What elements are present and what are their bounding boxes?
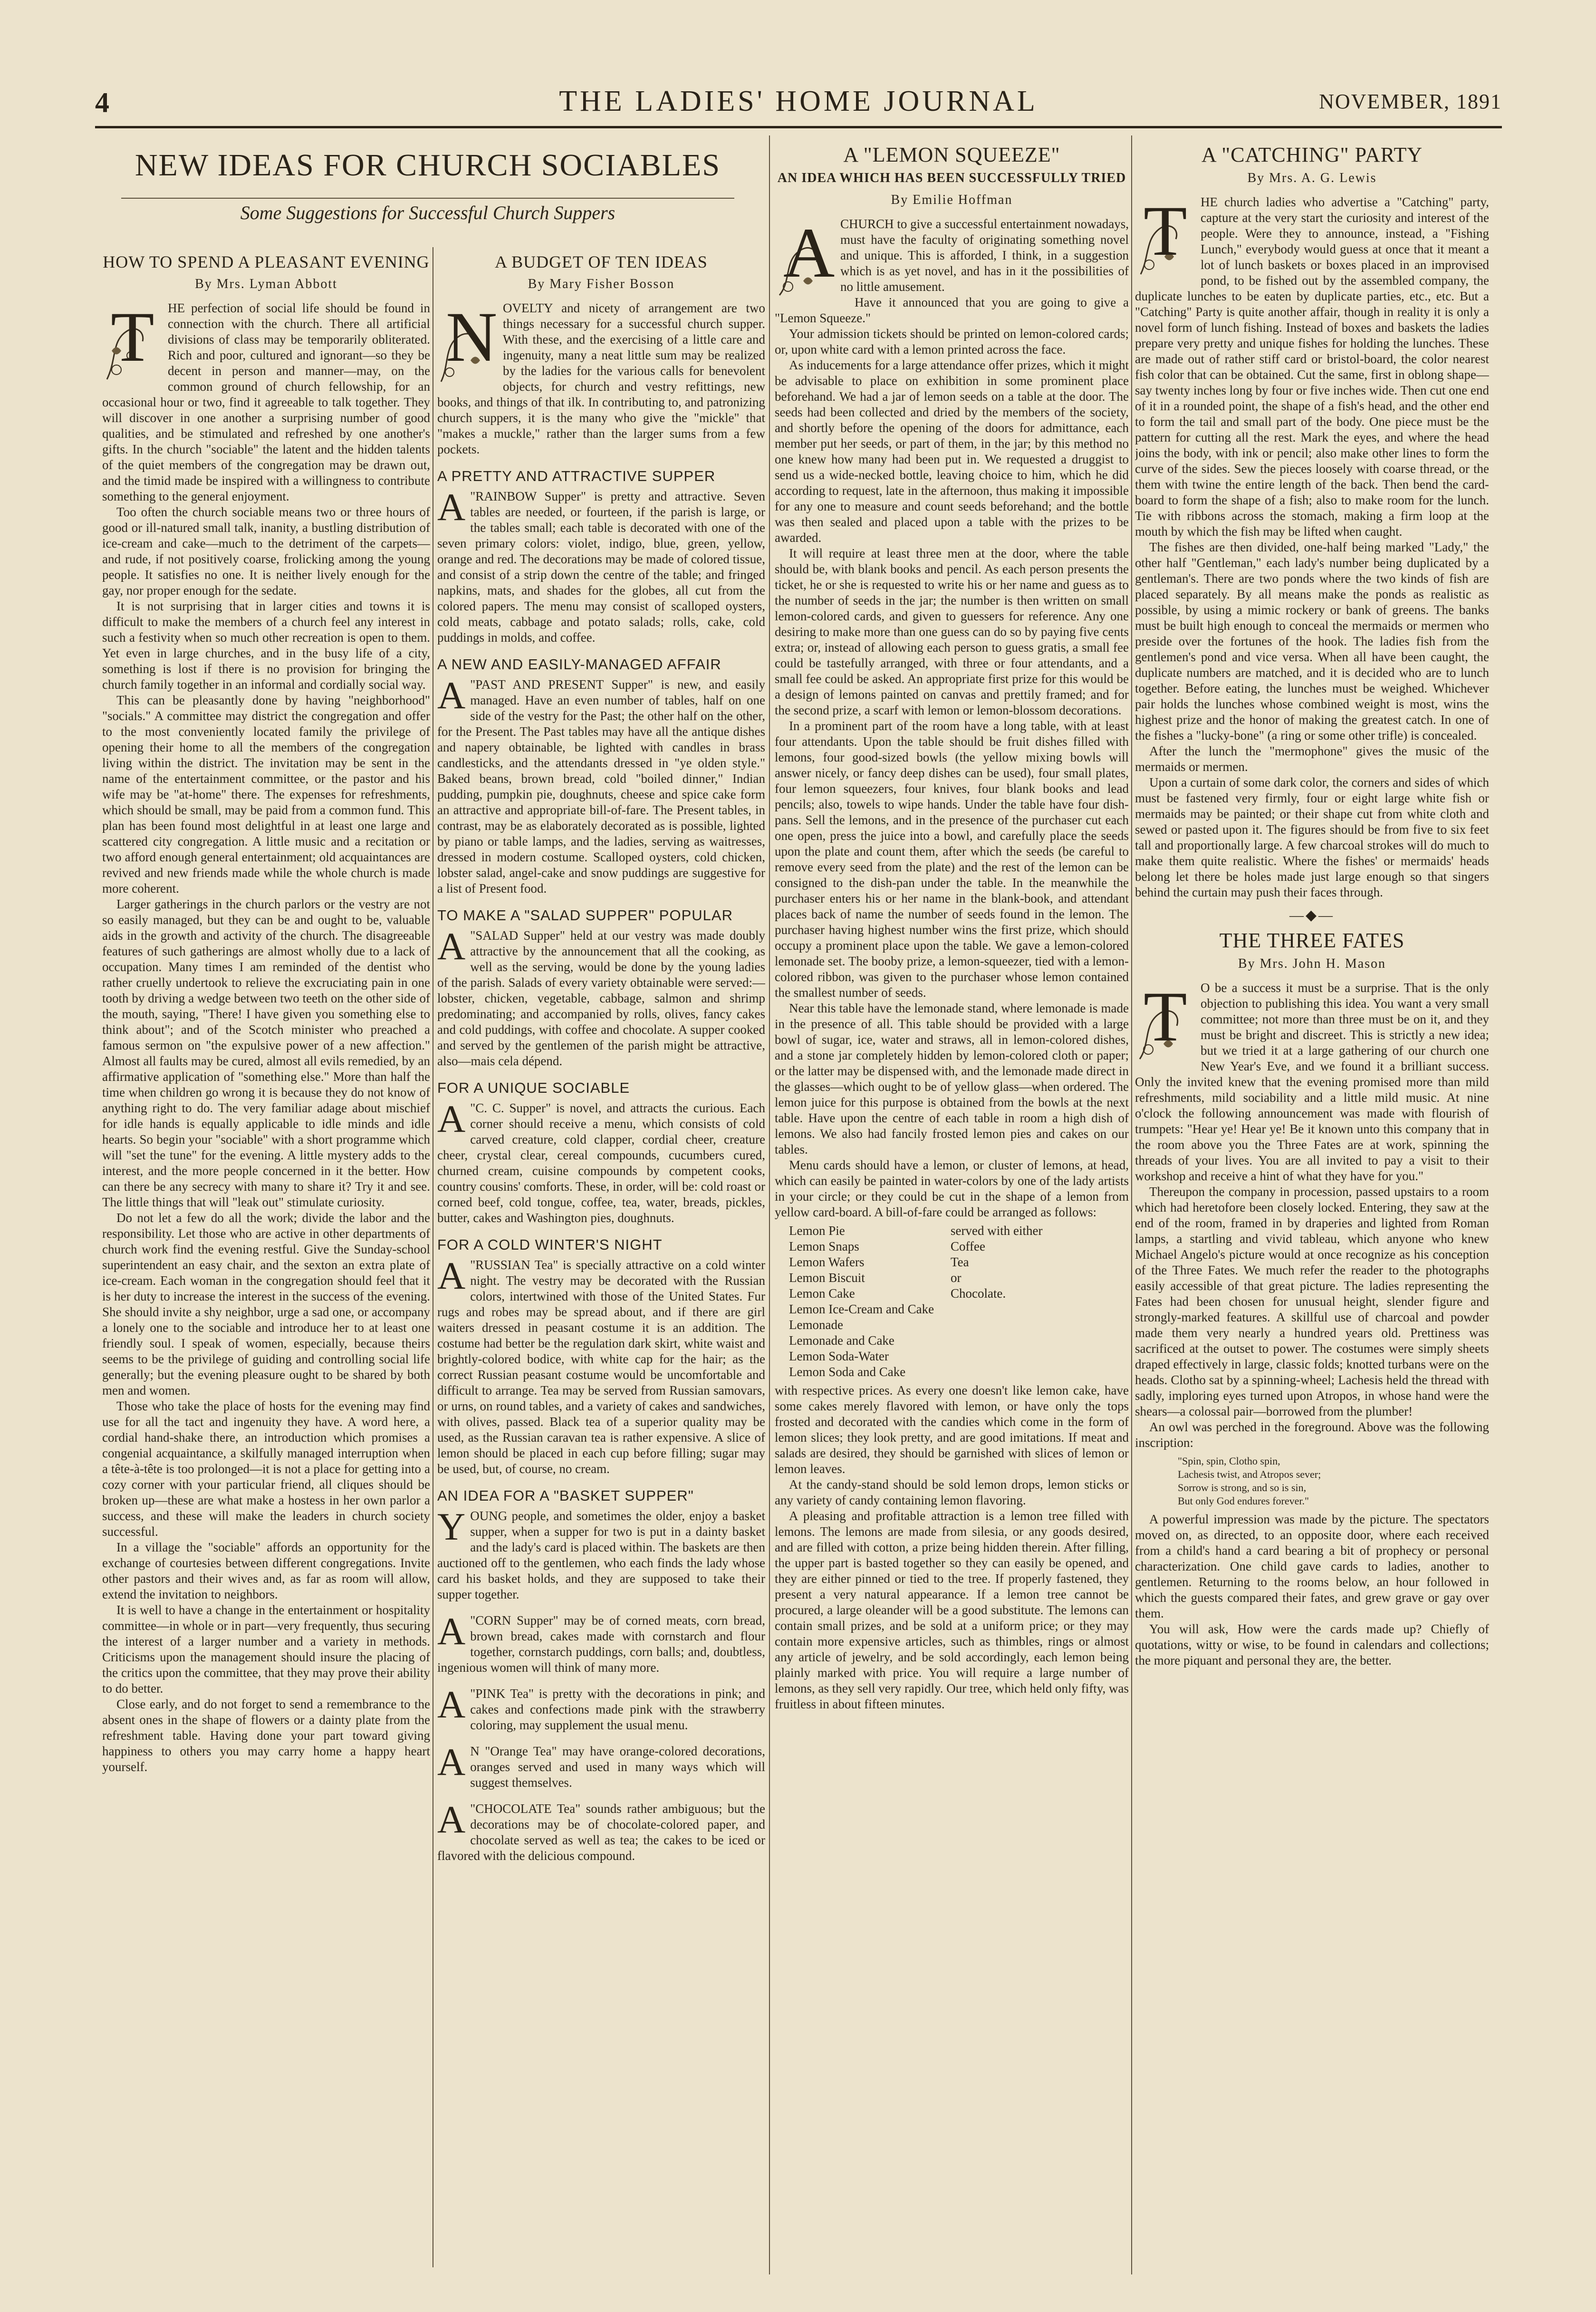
menu-row: Lemon Soda and Cake bbox=[789, 1365, 906, 1379]
heading-pleasant-evening: HOW TO SPEND A PLEASANT EVENING bbox=[103, 252, 430, 271]
paragraph: A pleasing and profitable attraction is a lemon tree filled with lemons. The lemons are made from silesia, or any goods desired, and are filled with cotton, a prize being hidden therein. After filling, the upper part is basted together so they can easily be opened, and they are either pinned or tied to the tree. If properly fastened, they present a very natural appearance. If a lemon tree cannot be procured, a large oleander will be a good substitute. The lemons can contain small prizes, and be sold at a uniform price; or they may contain more expensive articles, such as thimbles, rings or almost any article of jewelry, and be sold accordingly, each lemon being plainly marked with price. You will require a large number of lemons, as they sell very rapidly. Our tree, which held only fifty, was fruitless in about fifteen minutes. bbox=[775, 1509, 1129, 1711]
dropcap-t bbox=[1135, 192, 1192, 278]
subheading: TO MAKE A "SALAD SUPPER" POPULAR bbox=[437, 907, 733, 924]
menu-row: Lemonade bbox=[789, 1318, 843, 1332]
paragraph: You will ask, How were the cards made up? Chiefly of quotations, witty or wise, to be found in calendars and collections; the more piquant and personal they are, the better. bbox=[1135, 1622, 1489, 1667]
dropcap-a bbox=[775, 213, 835, 300]
subheading: A PRETTY AND ATTRACTIVE SUPPER bbox=[437, 468, 716, 484]
paragraph: This can be pleasantly done by having "neighborhood" "socials." A committee may district the congregation and offer to the most conveniently located family the privilege of opening their home to all the members of the congregation living within the district. The invitation may be sent in the name of the entertainment committee, or the pastor and his wife may be "at-home" there. The expenses for refreshments, which should be small, may be paid from a common fund. This plan has been found most delightful in at least one large and scattered city congregation. A little music and a recitation or two afford enough general entertainment; old acquaintances are revived and new friends made while the whole church is made more coherent. bbox=[102, 693, 430, 896]
paragraph: A "SALAD Supper" held at our vestry was made doubly attractive by the announcement that all the cooking, as well as the serving, would be done by the young ladies of the parish. Salads of every variety obtainable were served:—lobster, chicken, vegetable, cabbage, salmon and shrimp predominating; and accompanied by rolls, olives, fancy cakes and cold puddings, with coffee and chocolate. A supper cooked and served by the gentlemen of the parish might be attractive, also—mais cela dépend. bbox=[437, 925, 765, 1068]
byline-mason: By Mrs. John H. Mason bbox=[1238, 956, 1386, 971]
inscription-line: Lachesis twist, and Atropos sever; bbox=[1178, 1468, 1321, 1480]
paragraph: YOUNG people, and sometimes the older, enjoy a basket supper, when a supper for two is put in a dainty basket and the lady's card is placed within. The baskets are then auctioned off to the gentlemen, who each finds the lady whose card his basket holds, and they are supposed to take their supper together. bbox=[437, 1505, 765, 1601]
initial-a: A bbox=[437, 925, 466, 968]
paragraph: Thereupon the company in procession, passed upstairs to a room which had heretofore been closely locked. Entering, they saw at the end of the room, framed in by draperies and lighted from Roman lamps, a startling and vivid tableau, which anyone who knew Michael Angelo's picture would at once recognize as his conception of the Three Fates. We much refer the reader to the photographs easily accessible of that great picture. The ladies representing the Fates had been chosen for unusual height, slender figure and strongly-marked features. A skillful use of charcoal and powder made them very nearly a hundred years old. Prettiness was sacrificed at the outset to power. The costumes were simply sheets draped effectively in large, classic folds; knotted turbans were on the heads. Clotho sat by a spinning-wheel; Lachesis held the thread with sadly, imploring eyes turned upon Atropos, in whose hand were the shears—a colossal pair—borrowed from the plumber! bbox=[1135, 1185, 1489, 1418]
paragraph: Larger gatherings in the church parlors or the vestry are not so easily managed, but they can be and ought to be, valuable aids in the growth and activity of the church. The disagreeable features of such gatherings are almost wholly due to a lack of occupation. Many times I am reminded of the dentist who rather cruelly undertook to relieve the excruciating pain in one tooth by driving a wedge between two teeth on the other side of the mouth, saying, "There! I have given you something else to think about"; and of the Scotch minister who preached a famous sermon on "the expulsive power of a new affection." Almost all faults may be cured, almost all evils remedied, by an affirmative application of "something else." More than half the time when children go wrong it is because they do not know of anything right to do. The very familiar adage about mischief for idle hands is equally applicable to idle minds and idle hearts. So begin your "sociable" with a short programme which will "set the tune" for the evening. A little mystery adds to the interest, and the more people concerned in it the better. How can there be any secrecy with many to share it? Try it and see. The little things that will "leak out" stimulate curiosity. bbox=[102, 897, 430, 1209]
paragraph: A "PINK Tea" is pretty with the decorations in pink; and cakes and confections made pink with the strawberry coloring, may supplement the usual menu. bbox=[437, 1683, 765, 1732]
inscription-line: "Spin, spin, Clotho spin, bbox=[1178, 1455, 1280, 1467]
menu-row: Lemon Cake Chocolate. bbox=[789, 1286, 1006, 1300]
paragraph: with respective prices. As every one doesn't like lemon cake, have some cakes merely flavored with lemon, or have only the tops frosted and decorated with the candies which come in the form of lemon slices; they look pretty, and are good imitations. If meat and salads are desired, they should be garnished with slices of lemon or lemon leaves. bbox=[775, 1383, 1129, 1476]
dropcap-n bbox=[437, 298, 498, 384]
initial-a: A bbox=[437, 1740, 466, 1783]
issue-date: NOVEMBER, 1891 bbox=[1319, 90, 1502, 113]
column-ten-ideas bbox=[437, 247, 765, 1864]
paragraph: Your admission tickets should be printed on lemon-colored cards; or, upon white card with a lemon printed across the face. bbox=[775, 327, 1129, 356]
paragraph: Near this table have the lemonade stand, where lemonade is made in the presence of all. This table should be provided with a large bowl of sugar, ice, water and straws, all in lemon-colored dishes, and a stone jar completely hidden by lemon-colored cloth or paper; or the latter may be dispensed with, and the lemonade made direct in the glasses—which ought to be of yellow glass—when ordered. The lemon juice for this purpose is obtained from the bowls at the next table. Have upon the centre of each table in room a high dish of lemons. We also had fancily frosted lemon pies and cakes on our tables. bbox=[775, 1001, 1129, 1156]
paragraph: Close early, and do not forget to send a remembrance to the absent ones in the shape of flowers or a dainty plate from the refreshment table. Having done your part toward giving happiness to others you may carry home a happy heart yourself. bbox=[102, 1697, 430, 1774]
journal-title: THE LADIES' HOME JOURNAL bbox=[559, 85, 1038, 117]
inscription bbox=[1178, 1455, 1489, 1508]
paragraph: Those who take the place of hosts for the evening may find use for all the tact and ingenuity they have. A word here, a cordial hand-shake there, an introduction which promises a congenial acquaintance, a skilfully managed interruption when a tête-à-tête is too prolonged—it is not a place for getting into a cozy corner with your particular friend, all cliques should be broken up—these are what make a hostess in her own parlor a success, and these will make the leaders in church society successful. bbox=[102, 1399, 430, 1539]
column-rule-2 bbox=[769, 135, 770, 2274]
initial-letter: T bbox=[1144, 977, 1187, 1056]
initial-letter: T bbox=[1144, 192, 1187, 270]
menu-row: Lemon Soda-Water bbox=[789, 1349, 889, 1363]
paragraph: An owl was perched in the foreground. Above was the following inscription: bbox=[1135, 1420, 1489, 1450]
inscription-line: But only God endures forever." bbox=[1178, 1495, 1309, 1507]
paragraph: Do not let a few do all the work; divide the labor and the responsibility. Let those who are active in other departments of church work find the evening restful. Give the Sunday-school superintendent an easy chair, and the sexton an extra plate of ice-cream. Each woman in the congregation should feel that it is her duty to increase the interest in the success of the evening. She should invite a shy neighbor, urge a sad one, or accompany a lonely one to the sociable and introduce her to at least one friendly soul. I speak of women, especially, because theirs seems to be the privilege of guiding and controlling social life generally; but the evening pleasure ought to be shared by both men and women. bbox=[102, 1211, 430, 1397]
paragraph: It is not surprising that in larger cities and towns it is difficult to make the members of a church feel any interest in such a festivity when so much other recreation is open to them. Yet even in large churches, and in the busy life of a city, something is lost if there is no provision for bringing the church family together in an informal and cordially social way. bbox=[102, 599, 430, 692]
paragraph: A "PAST AND PRESENT Supper" is new, and easily managed. Have an even number of tables, half on one side of the vestry for the Past; the other half on the other, for the Present. The Past tables may have all the antique dishes and napery obtainable, be lighted with candles in brass candlesticks, and the attendants dressed in "ye olden style." Baked beans, brown bread, cold "boiled dinner," Indian pudding, pumpkin pie, doughnuts, cheese and spice cake form an attractive and appropriate bill-of-fare. The Present tables, in contrast, may be as elaborately decorated as is possible, lighted by piano or table lamps, and the ladies, serving as waitresses, dressed in modern costume. Scalloped oysters, cold chicken, lobster salad, angel-cake and snow puddings are suggestive for a list of Present food. bbox=[437, 674, 765, 896]
column-catching-and-fates bbox=[1135, 143, 1489, 1668]
subheading: FOR A COLD WINTER'S NIGHT bbox=[437, 1236, 663, 1253]
paragraph: Upon a curtain of some dark color, the corners and sides of which must be fastened very firmly, four or eight large white fish or mermaids may be painted; or their shape cut from white cloth and sewed or pasted upon it. The figures should be from five to six feet tall and proportionally large. A few charcoal strokes will do much to make them quite realistic. Where the fishes' or mermaids' heads belong let there be holes made just large enough so that singers behind the curtain may push their faces through. bbox=[1135, 775, 1489, 899]
feature-subtitle: Some Suggestions for Successful Church Suppers bbox=[240, 202, 615, 223]
feature-title: NEW IDEAS FOR CHURCH SOCIABLES bbox=[135, 148, 721, 183]
paragraph: Too often the church sociable means two or three hours of good or ill-natured small talk, inanity, a bustling distribution of ice-cream and cake—much to the detriment of the carpets—and rude, if not positively coarse, frolicking among the young people. It satisfies no one. It is neither lively enough for the gay, nor proper enough for the sedate. bbox=[102, 505, 430, 597]
paragraph: A N "Orange Tea" may have orange-colored decorations, oranges served and used in many ways which will suggest themselves. bbox=[437, 1740, 765, 1790]
initial-a: A bbox=[437, 1609, 466, 1653]
byline-hoffman: By Emilie Hoffman bbox=[891, 193, 1013, 207]
menu-row: Lemon Pie served with either bbox=[789, 1223, 1043, 1238]
paragraph: It will require at least three men at the door, where the table should be, with blank books and pencil. As each person presents the ticket, he or she is requested to write his or her name and guess as to the number of seeds in the jar; the number is then written on small lemon-colored cards, and given to guessers for reference. Any one desiring to make more than one guess can do so by paying five cents extra; or, instead of allowing each person to guess gratis, a small fee could be tastefully arranged, with three or four attendants, and a small fee could be asked. An appropriate first prize for this would be a design of lemons painted on canvas and prettily framed; and for the second prize, a scarf with lemon or lemon-blossom decorations. bbox=[775, 546, 1129, 717]
paragraph: A "CORN Supper" may be of corned meats, corn bread, brown bread, cakes made with cornstarch and flour together, cornstarch puddings, corn balls; and, doubtless, ingenious women will think of many more. bbox=[437, 1609, 765, 1675]
paragraph: In a village the "sociable" affords an opportunity for the exchange of courtesies between different congregations. Invite other pastors and their wives and, as far as room will allow, extend the invitation to neighbors. bbox=[102, 1540, 430, 1601]
paragraph: At the candy-stand should be sold lemon drops, lemon sticks or any variety of candy containing lemon flavoring. bbox=[775, 1477, 1129, 1507]
subheading: AN IDEA FOR A "BASKET SUPPER" bbox=[437, 1487, 694, 1504]
masthead bbox=[95, 81, 1502, 124]
paragraph: CHURCH to give a successful entertainment nowadays, must have the faculty of originating something novel and unique. This is afforded, I think, in a suggestion which is as yet novel, and has in it the possibilities of no little amusement. bbox=[840, 217, 1129, 294]
column-lemon-squeeze bbox=[775, 143, 1129, 1712]
initial-letter: N bbox=[446, 298, 498, 376]
paragraph: As inducements for a large attendance offer prizes, which it might be advisable to place on exhibition in some prominent place beforehand. We had a jar of lemon seeds on a table at the door. The seeds had been collected and dried by the members of the society, and shortly before the opening of the doors for admittance, each member put her seeds, or part of them, in the jar; by this method no one knew how many had been put in. We requested a druggist to send us a wide-necked bottle, leaving choice to him, which he did according to request, late in the afternoon, thus making it impossible for any one to measure and count seeds beforehand; and the bottle was then sealed and placed upon a table with the prizes to be awarded. bbox=[775, 358, 1129, 545]
masthead-rule bbox=[95, 126, 1502, 128]
section-divider: —◆— bbox=[1289, 907, 1335, 923]
initial-a: A bbox=[437, 1798, 466, 1841]
column-rule-3 bbox=[1131, 135, 1132, 2274]
menu-row: Lemonade and Cake bbox=[789, 1333, 894, 1348]
paragraph: OVELTY and nicety of arrangement are two things necessary for a successful church supper. With these, and the exercising of a little care and ingenuity, many a neat little sum may be realized by the ladies for the various calls for benevolent objects, for church and vestry refittings, new books, and things of that ilk. In contributing to, and patronizing church suppers, it is the many who give the "mickle" that "makes a muckle," rather than the larger sums from a few pockets. bbox=[437, 301, 765, 456]
menu-row: Lemon Biscuit or bbox=[789, 1271, 961, 1285]
paragraph: It is well to have a change in the entertainment or hospitality committee—in whole or in part—very frequently, thus securing the interest of a larger number and a variety in methods. Criticisms upon the management should insure the placing of the critics upon the committee, that they may prove their ability to do better. bbox=[102, 1603, 430, 1695]
initial-letter: A bbox=[783, 213, 835, 292]
column-pleasant-evening bbox=[102, 247, 430, 1775]
paragraph: A "RAINBOW Supper" is pretty and attractive. Seven tables are needed, or fourteen, if the parish is large, or the tables small; each table is decorated with one of the seven primary colors: violet, indigo, blue, green, yellow, orange and red. The decorations may be made of colored tissue, and consist of a strip down the centre of the table; and fringed napkins, mats, and shades for the globes, all cut from the colored papers. The menu may consist of scalloped oysters, cold meats, cabbage and potato salads; rolls, cake, cold puddings in molds, and coffee. bbox=[437, 485, 765, 645]
menu-row: Lemon Snaps Coffee bbox=[789, 1239, 985, 1253]
initial-a: A bbox=[437, 1097, 466, 1140]
paragraph: O be a success it must be a surprise. That is the only objection to publishing this idea. You want a very small committee; not more than three must be on it, and they must be bright and discreet. This is strictly a new idea; but we tried it at a large gathering of our church one New Year's Eve, and we found it a brilliant success. Only the invited knew that the evening promised more than mild refreshments, mild sociability and a little mild music. At nine o'clock the following announcement was made with flourish of trumpets: "Hear ye! Hear ye! Be it known unto this company that in the room above you the Three Fates are at work, spinning the threads of your lives. You are all invited to pay a visit to their workshop and receive a hint of what they have for you." bbox=[1135, 981, 1489, 1183]
initial-a: A bbox=[437, 1683, 466, 1726]
inscription-line: Sorrow is strong, and so is sin, bbox=[1178, 1482, 1307, 1493]
paragraph: HE church ladies who advertise a "Catching" party, capture at the very start the curiosity and interest of the people. Were they to announce, instead, a "Fishing Lunch," everybody would guess at once that it meant a lot of lunch baskets or boxes placed in an improvised pond, to be fished out by the assembled company, the duplicate lunches to be eaten by duplicate parties, etc., etc. But a "Catching" Party is quite another affair, though in reality it is only a novel form of lunch fishing. Instead of boxes and baskets the ladies prepare very pretty and unique fishes for holding the lunches. These are made out of rather stiff card or bristol-board, the color nearest fish color that can be obtained. Cut the same, first in oblong shape—say twenty inches long by four or five inches wide. Then cut one end of it in a rounded point, the shape of a fish's head, and the other end to form the tail and small part of the body. One piece must be the pattern for cutting all the rest. Mark the eyes, and where the head joins the body, with ink or pencil; also make other lines to form the curve of the sides. Sew the pieces loosely with coarse thread, or the them with twine the entire length of the back. Then bend the card-board to form the shape of a fish; also to make room for the lunch. Tie with ribbons across the stomach, making a firm loop at the mouth by which the fish may be lifted when caught. bbox=[1135, 195, 1489, 539]
byline-bosson: By Mary Fisher Bosson bbox=[528, 277, 675, 291]
menu-row: Lemon Ice-Cream and Cake bbox=[789, 1302, 934, 1316]
feature-header bbox=[102, 143, 753, 233]
paragraph: The fishes are then divided, one-half being marked "Lady," the other half "Gentleman," each lady's number being duplicated by a gentleman's. There are two ponds where the two kinds of fish are placed separately. By all means make the ponds as realistic as possible, by using a mimic rockery or bank of greens. The banks must be built high enough to conceal the mermaids or mermen who preside over the fortunes of the hook. The ladies fish from the gentlemen's pond and vice versa. When all have been caught, the duplicate numbers are matched, and it is decided who are to lunch together. Before eating, the lunches must be weighed. Whichever pair holds the lunches whose combined weight is most, wins the highest prize and the honor of making the greatest catch. In one of the fishes a "lucky-bone" (a ring or some other trifle) is concealed. bbox=[1135, 540, 1489, 742]
initial-a: A bbox=[437, 1254, 466, 1297]
menu-row: Lemon Wafers Tea bbox=[789, 1255, 969, 1269]
subheading: FOR A UNIQUE SOCIABLE bbox=[437, 1079, 630, 1096]
paragraph: In a prominent part of the room have a long table, with at least four attendants. Upon the table should be fruit dishes filled with lemons, four good-sized bowls (the yellow mixing bowls will answer nicely, or fancy deep dishes can be used), four small plates, four lemon squeezers, four knives, four blank books and lead pencils; also, towels to wipe hands. Under the table have four dish-pans. Sell the lemons, and in the presence of the purchaser cut each one open, press the juice into a bowl, and carefully place the seeds upon the plate and count them, after which the seeds (be careful to remove every seed from the plate) and the rest of the lemon can be consigned to the dish-pan under the table. In the meanwhile the purchaser enters his or her name in the blank-book, and attendant places back of name the number of seeds found in the lemon. The purchaser having highest number wins the first prize, which should occupy a prominent place upon the table. We gave a lemon-colored lemonade set. The booby prize, a lemon-squeezer, tied with a lemon-colored ribbon, was given to the purchaser whose lemon contained the smallest number of seeds. bbox=[775, 719, 1129, 1000]
paragraph: A "C. C. Supper" is novel, and attracts the curious. Each corner should receive a menu, which consists of cold carved creature, cold clapper, cordial cheer, creature cheer, crystal clear, cereal compounds, cucumbers cured, churned cream, cuisine compounds by competent cooks, country cousins' comforts. These, in order, will be: cold roast or corned beef, cold tongue, coffee, tea, water, breads, pickles, butter, cakes and Washington pies, doughnuts. bbox=[437, 1097, 765, 1225]
bill-of-fare bbox=[789, 1223, 1129, 1380]
byline-abbott: By Mrs. Lyman Abbott bbox=[195, 277, 337, 291]
paragraph: A "RUSSIAN Tea" is specially attractive on a cold winter night. The vestry may be decorated with the Russian colors, intertwined with those of the United States. Fur rugs and robes may be spread about, and if there are girl waiters dressed in peasant costume it is an addition. The costume had better be the regulation dark skirt, white waist and brightly-colored bodice, with white cap for the hair; as the correct Russian peasant costume would be uncomfortable and difficult to arrange. Tea may be served from Russian samovars, or urns, on round tables, and a variety of cakes and sandwiches, with olives, passed. Black tea of a superior quality may be used, as the Russian caravan tea is rather expensive. A slice of lemon should be placed in each cup before filling; sugar may be used, but, of course, no cream. bbox=[437, 1254, 765, 1476]
heading-catching: A "CATCHING" PARTY bbox=[1201, 143, 1423, 166]
dropcap-t bbox=[102, 298, 159, 384]
page-number: 4 bbox=[95, 87, 109, 118]
heading-lemon: A "LEMON SQUEEZE" bbox=[843, 143, 1060, 166]
paragraph: Have it announced that you are going to give a "Lemon Squeeze." bbox=[775, 295, 1129, 325]
paragraph: Menu cards should have a lemon, or cluster of lemons, at head, which can easily be painted in water-colors by one of the lady artists in your circle; or they could be cut in the shape of a lemon from yellow card-board. A bill-of-fare could be arranged as follows: bbox=[775, 1158, 1129, 1219]
subheading-lemon: AN IDEA WHICH HAS BEEN SUCCESSFULLY TRIED bbox=[777, 171, 1126, 185]
initial-letter: T bbox=[111, 298, 154, 376]
dropcap-t bbox=[1135, 977, 1192, 1064]
heading-ten-ideas: A BUDGET OF TEN IDEAS bbox=[495, 252, 708, 271]
initial-a: A bbox=[437, 485, 466, 529]
heading-fates: THE THREE FATES bbox=[1219, 929, 1405, 952]
initial-a: A bbox=[437, 674, 466, 717]
paragraph: A powerful impression was made by the picture. The spectators moved on, as directed, to an opposite door, where each received from a child's hand a card bearing a bit of prophecy or personal characterization. One child gave cards to ladies, another to gentlemen. Returning to the rooms below, an hour followed in which the guests compared their fates, and grew grave or gay over them. bbox=[1135, 1512, 1489, 1620]
paragraph: After the lunch the "mermophone" gives the music of the mermaids or mermen. bbox=[1135, 744, 1489, 774]
title-rule bbox=[121, 198, 734, 199]
byline-lewis: By Mrs. A. G. Lewis bbox=[1247, 171, 1377, 185]
initial-y: Y bbox=[437, 1505, 466, 1548]
paragraph: HE perfection of social life should be found in connection with the church. There all artificial divisions of class may be temporarily obliterated. Rich and poor, cultured and ignorant—so they be decent in person and manner—may, on the common ground of church fellowship, for an occasional hour or two, find it agreeable to talk together. They will discover in one another a surprising number of good qualities, and be stimulated and refreshed by one another's gifts. In the church "sociable" the latent and the hidden talents of the quiet members of the congregation may be drawn out, and the timid made be inspired with a willingness to contribute something to the general enjoyment. bbox=[102, 301, 430, 503]
paragraph: A "CHOCOLATE Tea" sounds rather ambiguous; but the decorations may be of chocolate-colored paper, and chocolate served as well as tea; the cakes to be iced or flavored with the delicious compound. bbox=[437, 1798, 765, 1863]
subheading: A NEW AND EASILY-MANAGED AFFAIR bbox=[437, 656, 721, 673]
